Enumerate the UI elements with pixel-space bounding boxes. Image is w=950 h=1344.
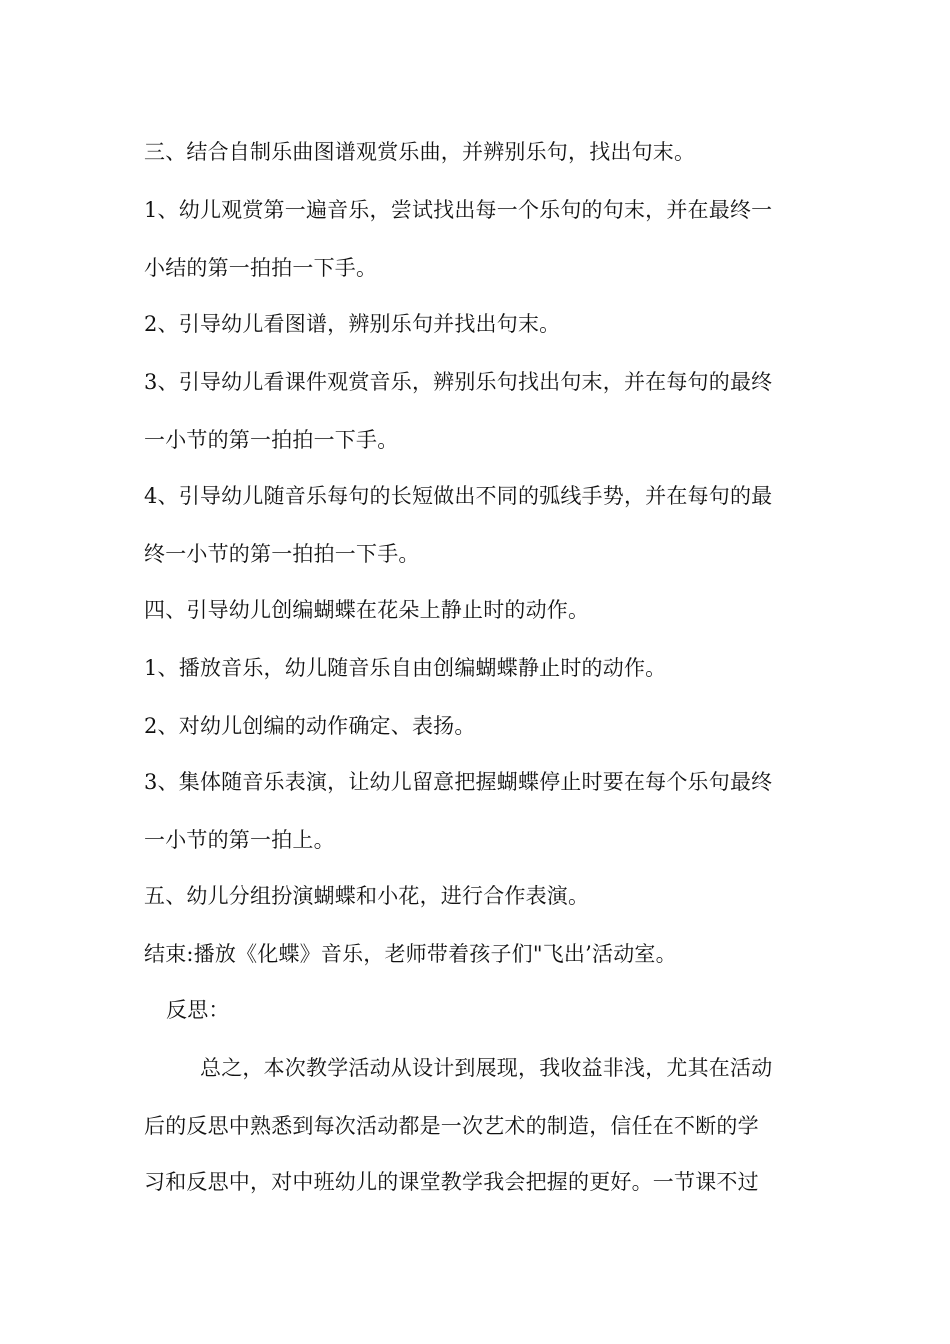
- heading-section-4: 四、引导幼儿创编蝴蝶在花朵上静止时的动作。: [144, 598, 590, 622]
- paragraph-line: 3、引导幼儿看课件观赏音乐，辨别乐句找出句末，并在每句的最终: [144, 370, 773, 394]
- paragraph-line: 终一小节的第一拍拍一下手。: [144, 542, 420, 566]
- paragraph-line: 4、引导幼儿随音乐每句的长短做出不同的弧线手势，并在每句的最: [144, 484, 773, 508]
- paragraph-line: 1、播放音乐，幼儿随音乐自由创编蝴蝶静止时的动作。: [144, 656, 667, 680]
- reflection-paragraph-line: 后的反思中熟悉到每次活动都是一次艺术的制造，信任在不断的学: [144, 1114, 759, 1138]
- heading-section-5: 五、幼儿分组扮演蝴蝶和小花，进行合作表演。: [144, 884, 590, 908]
- paragraph-line: 一小节的第一拍上。: [144, 828, 335, 852]
- reflection-heading: 反思：: [166, 998, 230, 1022]
- paragraph-line: 一小节的第一拍拍一下手。: [144, 428, 399, 452]
- paragraph-line: 1、幼儿观赏第一遍音乐，尝试找出每一个乐句的句末，并在最终一: [144, 198, 773, 222]
- paragraph-line: 2、对幼儿创编的动作确定、表扬。: [144, 714, 476, 738]
- reflection-paragraph-line: 总之，本次教学活动从设计到展现，我收益非浅，尤其在活动: [200, 1056, 773, 1080]
- paragraph-line: 结束:播放《化蝶》音乐，老师带着孩子们"飞出’活动室。: [144, 942, 677, 966]
- paragraph-line: 2、引导幼儿看图谱，辨别乐句并找出句末。: [144, 312, 561, 336]
- heading-section-3: 三、结合自制乐曲图谱观赏乐曲，并辨别乐句，找出句末。: [144, 140, 696, 164]
- paragraph-line: 3、集体随音乐表演，让幼儿留意把握蝴蝶停止时要在每个乐句最终: [144, 770, 773, 794]
- reflection-paragraph-line: 习和反思中，对中班幼儿的课堂教学我会把握的更好。一节课不过: [144, 1170, 759, 1194]
- paragraph-line: 小结的第一拍拍一下手。: [144, 256, 378, 280]
